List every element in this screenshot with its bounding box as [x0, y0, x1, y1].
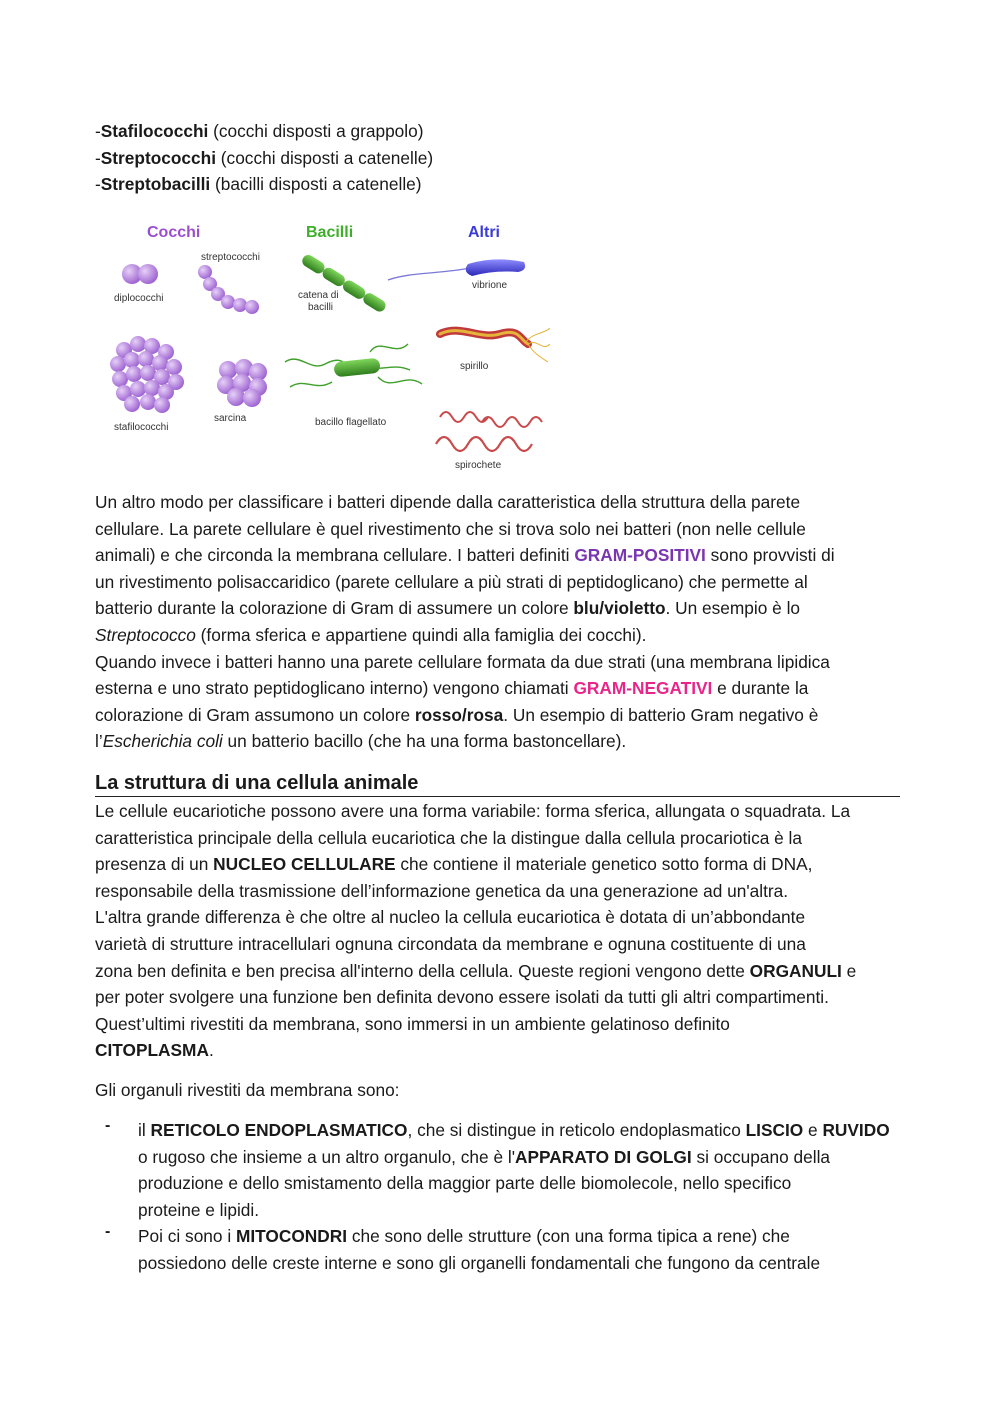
catena-label-1: catena di	[298, 290, 339, 301]
section-heading: La struttura di una cellula animale	[95, 770, 900, 797]
list-item: -Streptococchi (cocchi disposti a catenelle)	[95, 147, 434, 168]
bacteria-shapes-list	[95, 118, 433, 198]
organelles-intro: Gli organuli rivestiti da membrana sono:	[95, 1080, 400, 1100]
stafilococchi-icon	[110, 336, 184, 413]
sarcina-label: sarcina	[214, 413, 247, 424]
sarcina-icon	[217, 359, 267, 407]
gram-paragraph: Un altro modo per classificare i batteri dipende dalla caratteristica della struttura della parete cellulare. La parete cellulare è quel rivestimento che si trova solo nei batteri (non nelle cellule animali) e che circonda la membrana cellulare. I batteri definiti GRAM-POSITIVI sono provvisti di un rivestimento polisaccaridico (parete cellulare a più strati di peptidoglicano) che permette al batterio durante la colorazione di Gram di assumere un colore blu/violetto. Un esempio è lo Streptococco (forma sferica e appartiene quindi alla famiglia dei cocchi). Quando invece i batteri hanno una parete cellulare formata da due strati (una membrana lipidica esterna e uno strato peptidoglicano interno) vengono chiamati GRAM-NEGATIVI e durante la colorazione di Gram assumono un colore rosso/rosa. Un esempio di batterio Gram negativo è l’Escherichia coli un batterio bacillo (che ha una forma bastoncellare).	[95, 492, 835, 752]
list-item: -Streptobacilli (bacilli disposti a catenelle)	[95, 174, 422, 195]
streptococchi-label: streptococchi	[201, 252, 260, 263]
diplococchi-label: diplococchi	[114, 293, 164, 304]
bacteria-shapes-figure	[110, 212, 550, 480]
spirillo-icon	[440, 328, 550, 362]
gram-positivi-term: GRAM-POSITIVI	[574, 545, 706, 566]
spirochete-label: spirochete	[455, 460, 502, 471]
list-item: - il RETICOLO ENDOPLASMATICO, che si distingue in reticolo endoplasmatico LISCIO e RUVIDO o rugoso che insieme a un altro organulo, che è l'APPARATO DI GOLGI si occupano della produzione e dello smistamento della maggior parte delle biomolecole, nello specifico proteine e lipidi.	[105, 1117, 890, 1220]
vibrione-icon	[388, 259, 525, 280]
list-bullet: -	[105, 1223, 111, 1241]
organelles-list	[95, 1117, 905, 1277]
bacillo-flagellato-icon	[285, 344, 422, 387]
bacilli-header: Bacilli	[306, 224, 354, 241]
cocchi-header: Cocchi	[147, 224, 201, 241]
list-bullet: -	[105, 1117, 111, 1134]
altri-header: Altri	[468, 224, 500, 241]
streptococchi-icon	[198, 265, 259, 314]
bacillo-flagellato-label: bacillo flagellato	[315, 417, 387, 428]
diplococchi-icon	[122, 264, 158, 284]
vibrione-label: vibrione	[472, 280, 508, 291]
spirochete-icon	[436, 412, 542, 451]
gram-negativi-term: GRAM-NEGATIVI	[573, 678, 713, 699]
stafilococchi-label: stafilococchi	[114, 422, 169, 433]
catena-label-2: bacilli	[308, 302, 334, 313]
list-item: - Poi ci sono i MITOCONDRI che sono delle strutture (con una forma tipica a rene) che possiedono delle creste interne e sono gli organelli fondamentali che fungono da centrale	[105, 1223, 821, 1273]
spirillo-label: spirillo	[460, 361, 489, 372]
eukaryotic-cell-paragraph: Le cellule eucariotiche possono avere una forma variabile: forma sferica, allungata o squadrata. La caratteristica principale della cellula eucariotica che la distingue dalla cellula procariotica è la presenza di un NUCLEO CELLULARE che contiene il materiale genetico sotto forma di DNA, responsabile della trasmissione dell’informazione genetica da una generazione ad un'altra. L'altra grande differenza è che oltre al nucleo la cellula eucariotica è dotata di un’abbondante varietà di strutture intracellulari ognuna circondata da membrane e ognuna costituente di una zona ben definita e ben precisa all'interno della cellula. Queste regioni vengono dette ORGANULI e per poter svolgere una funzione ben definita devono essere isolati da tutti gli altri compartimenti. Quest’ultimi rivestiti da membrana, sono immersi in un ambiente gelatinoso definito CITOPLASMA.	[95, 801, 857, 1061]
list-item: -Stafilococchi (cocchi disposti a grappolo)	[95, 121, 424, 141]
